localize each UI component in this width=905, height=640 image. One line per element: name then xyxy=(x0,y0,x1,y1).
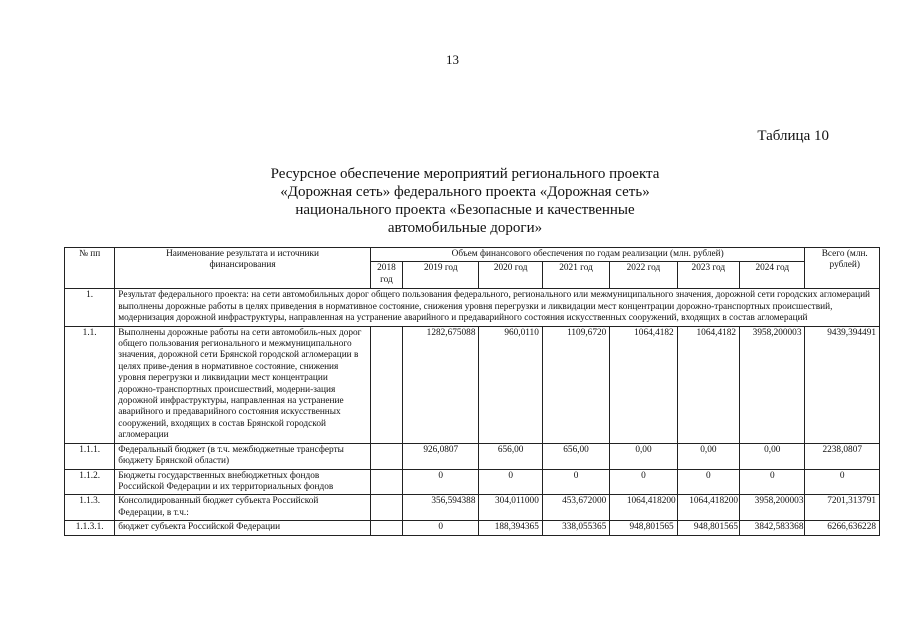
row-num: 1.1.2. xyxy=(65,469,115,495)
row-name: Консолидированный бюджет субъекта Российской Федерации, в т.ч.: xyxy=(115,495,371,521)
cell-value: 3958,200003 xyxy=(740,495,805,521)
table-row xyxy=(65,469,880,495)
table-row xyxy=(65,443,880,469)
title-line: Ресурсное обеспечение мероприятий регионального проекта xyxy=(270,166,660,182)
header-row xyxy=(65,248,880,262)
cell-value: 0 xyxy=(479,469,542,495)
table-row xyxy=(65,521,880,535)
title-line: автомобильные дороги» xyxy=(387,220,543,236)
cell-total: 6266,636228 xyxy=(805,521,880,535)
header-year: 2020 год xyxy=(479,262,542,289)
header-name: Наименование результата и источники финансирования xyxy=(115,248,371,289)
section-row xyxy=(65,289,880,326)
cell-value xyxy=(370,326,402,443)
cell-value: 0 xyxy=(677,469,739,495)
header-year: 2024 год xyxy=(740,262,805,289)
cell-value xyxy=(370,469,402,495)
header-num: № пп xyxy=(65,248,115,289)
cell-value: 0,00 xyxy=(740,443,805,469)
cell-value: 948,801565 xyxy=(677,521,739,535)
section-text: Результат федерального проекта: на сети автомобильных дорог общего пользования федерального, регионального или межмуниципального значения, дорожной сети городских агломераций выполнены дорожные работы в целях приведения в нормативное состояние, снижения уровня перегрузки и ликвидации мест концентрации дорожно-транспортных происшествий, модернизация дорожной инфраструктуры, направленная на устранение аварийного и предаварийного состояния искусственных сооружений, входящих в состав агломераций xyxy=(115,289,880,326)
cell-total: 9439,394491 xyxy=(805,326,880,443)
cell-value: 960,0110 xyxy=(479,326,542,443)
row-num: 1. xyxy=(65,289,115,326)
row-num: 1.1.3.1. xyxy=(65,521,115,535)
page-number: 13 xyxy=(446,52,459,67)
title-line: национального проекта «Безопасные и качественные xyxy=(295,202,635,218)
cell-value: 1109,6720 xyxy=(542,326,609,443)
header-year: 2021 год xyxy=(542,262,609,289)
row-name: Выполнены дорожные работы на сети автомобиль-ных дорог общего пользования регионального и межмуниципального значения, дорожной сети Брянской городской агломерации в целях приве-дения в нормативное состояние, снижения уровня перегрузки и ликвидации мест концентрации дорожно-транспортных происшествий, модерни-зация дорожной инфраструктуры, направленная на устранение аварийного и предаварийного состояния искусственных сооружений, входящих в состав Брянской городской агломерации xyxy=(115,326,371,443)
row-name: бюджет субъекта Российской Федерации xyxy=(115,521,371,535)
table-row xyxy=(65,495,880,521)
cell-value: 1064,4182 xyxy=(677,326,739,443)
cell-value: 1064,418200 xyxy=(610,495,677,521)
cell-value: 453,672000 xyxy=(542,495,609,521)
header-total: Всего (млн. рублей) xyxy=(805,248,880,289)
cell-value: 0,00 xyxy=(610,443,677,469)
resource-table xyxy=(64,247,880,536)
header-year: 2023 год xyxy=(677,262,739,289)
cell-value: 3958,200003 xyxy=(740,326,805,443)
cell-value: 656,00 xyxy=(479,443,542,469)
row-num: 1.1.1. xyxy=(65,443,115,469)
cell-total: 0 xyxy=(805,469,880,495)
cell-value: 656,00 xyxy=(542,443,609,469)
title-line: «Дорожная сеть» федерального проекта «Дорожная сеть» xyxy=(280,184,650,200)
row-name: Бюджеты государственных внебюджетных фондов Российской Федерации и их территориальных фондов xyxy=(115,469,371,495)
row-num: 1.1. xyxy=(65,326,115,443)
cell-value: 304,011000 xyxy=(479,495,542,521)
cell-value: 338,055365 xyxy=(542,521,609,535)
document-title xyxy=(240,165,690,237)
cell-value: 0 xyxy=(740,469,805,495)
cell-value: 0 xyxy=(542,469,609,495)
table-row xyxy=(65,326,880,443)
cell-value: 0 xyxy=(610,469,677,495)
cell-value: 0,00 xyxy=(677,443,739,469)
cell-value: 0 xyxy=(403,469,479,495)
cell-value: 188,394365 xyxy=(479,521,542,535)
header-volume: Объем финансового обеспечения по годам реализации (млн. рублей) xyxy=(370,248,805,262)
cell-value: 926,0807 xyxy=(403,443,479,469)
cell-value xyxy=(370,521,402,535)
cell-value: 1282,675088 xyxy=(403,326,479,443)
header-year: 2018 год xyxy=(370,262,402,289)
cell-value: 3842,583368 xyxy=(740,521,805,535)
cell-value: 0 xyxy=(403,521,479,535)
cell-value xyxy=(370,443,402,469)
cell-value: 1064,418200 xyxy=(677,495,739,521)
row-name: Федеральный бюджет (в т.ч. межбюджетные трансферты бюджету Брянской области) xyxy=(115,443,371,469)
cell-value xyxy=(370,495,402,521)
header-year: 2022 год xyxy=(610,262,677,289)
cell-total: 2238,0807 xyxy=(805,443,880,469)
cell-value: 948,801565 xyxy=(610,521,677,535)
cell-total: 7201,313791 xyxy=(805,495,880,521)
table-label: Таблица 10 xyxy=(757,128,829,144)
header-year: 2019 год xyxy=(403,262,479,289)
row-num: 1.1.3. xyxy=(65,495,115,521)
cell-value: 356,594388 xyxy=(403,495,479,521)
cell-value: 1064,4182 xyxy=(610,326,677,443)
